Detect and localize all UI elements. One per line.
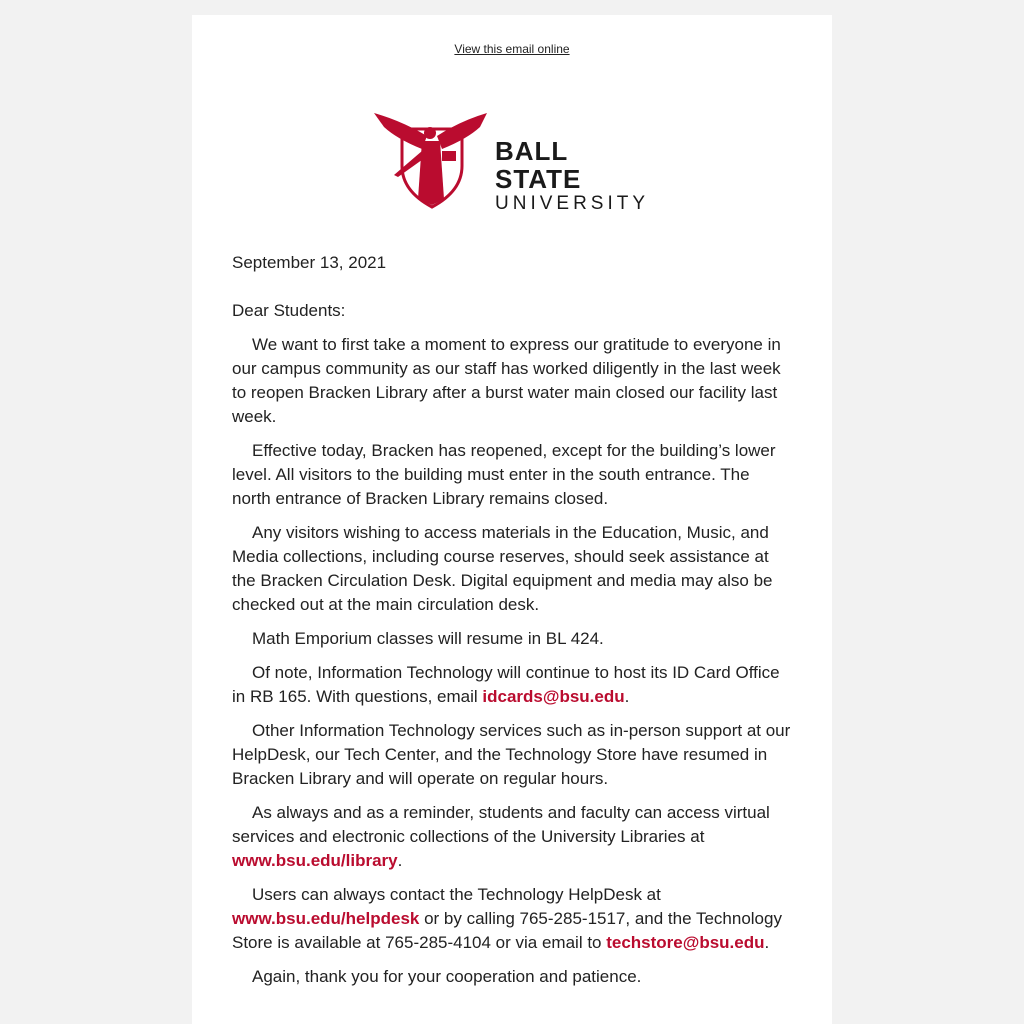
view-online-link[interactable]: View this email online	[454, 42, 570, 56]
paragraph: Effective today, Bracken has reopened, except for the building’s lower level. All visitors to the building must enter in the south entrance. The north entrance of Bracken Library remains closed.	[232, 441, 776, 508]
greeting: Dear Students:	[232, 301, 346, 320]
paragraph	[232, 661, 792, 709]
cardinal-shield-icon	[372, 111, 492, 211]
paragraph: Again, thank you for your cooperation and patience.	[252, 967, 642, 986]
paragraph	[232, 801, 792, 873]
letter-date: September 13, 2021	[232, 253, 387, 272]
text: .	[624, 687, 630, 706]
text: Users can always contact the Technology HelpDesk at	[252, 885, 661, 904]
paragraph: We want to first take a moment to express our gratitude to everyone in our campus community as our staff has worked diligently in the last week to reopen Bracken Library after a burst water main closed our facility last week.	[232, 335, 781, 426]
paragraph: Math Emporium classes will resume in BL 424.	[252, 629, 604, 648]
text: .	[764, 933, 770, 952]
techstore-email-link[interactable]: techstore@bsu.edu	[606, 933, 765, 952]
paragraph	[232, 883, 792, 955]
idcards-email-link[interactable]: idcards@bsu.edu	[482, 687, 625, 706]
letter	[232, 251, 792, 999]
text: As always and as a reminder, students and faculty can access virtual services and electronic collections of the University Libraries at	[232, 803, 770, 846]
wordmark	[495, 137, 662, 215]
ball-state-logo	[372, 111, 662, 214]
paragraph: Other Information Technology services such as in-person support at our HelpDesk, our Tech Center, and the Technology Store have resumed in Bracken Library and will operate on regular hours.	[232, 721, 791, 788]
email-body	[192, 15, 832, 1024]
helpdesk-link[interactable]: www.bsu.edu/helpdesk	[232, 909, 420, 928]
text: Of note, Information Technology will continue to host its ID Card Office in RB 165. With questions, email	[232, 663, 780, 706]
wordmark-line1: BALL STATE	[495, 136, 582, 194]
wordmark-line2: UNIVERSITY	[495, 193, 650, 214]
text: or by calling 765-285-1517, and the Technology Store is available at 765-285-4104 or via email to	[232, 909, 782, 952]
library-link[interactable]: www.bsu.edu/library	[232, 851, 398, 870]
paragraph: Any visitors wishing to access materials in the Education, Music, and Media collections, including course reserves, should seek assistance at the Bracken Circulation Desk. Digital equipment and media may also be checked out at the main circulation desk.	[232, 523, 773, 614]
text: .	[397, 851, 403, 870]
view-online-row	[192, 42, 832, 56]
